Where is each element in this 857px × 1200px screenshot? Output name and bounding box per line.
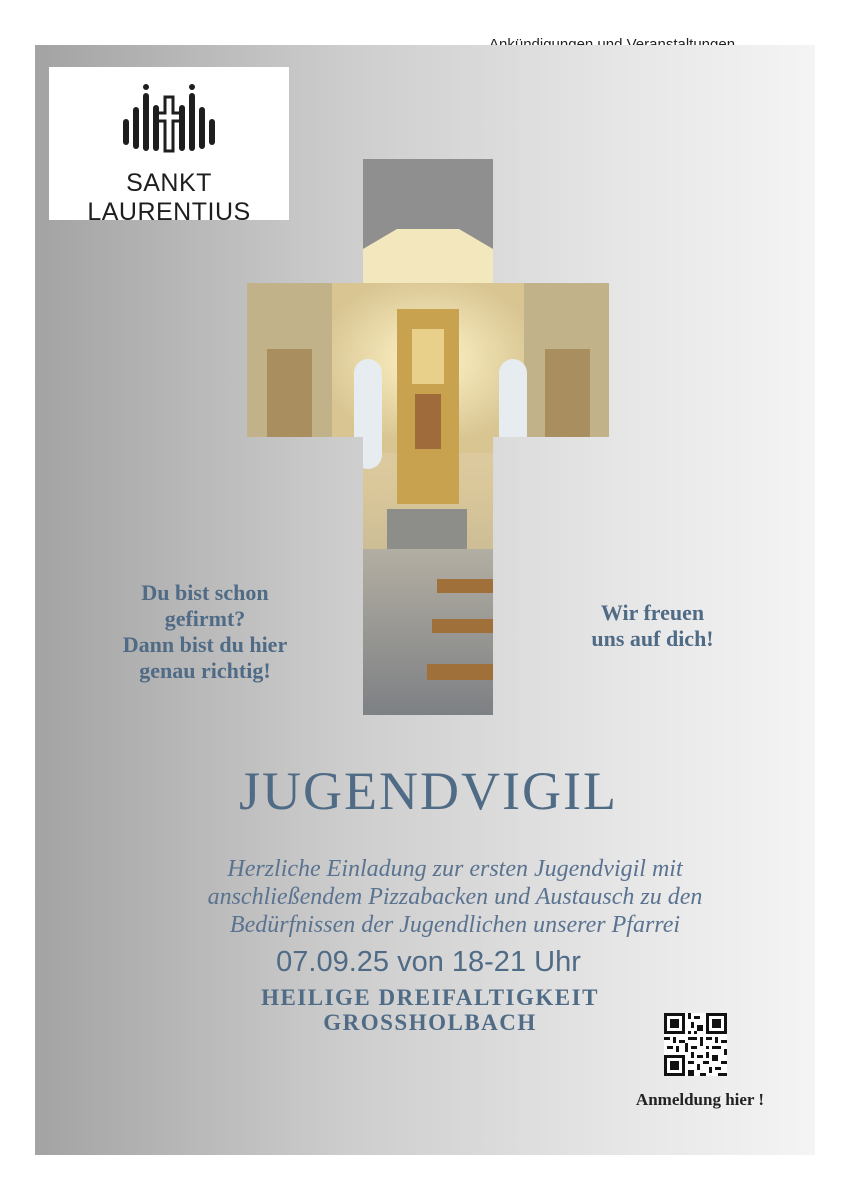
right-message bbox=[575, 600, 730, 652]
event-datetime: 07.09.25 von 18-21 Uhr bbox=[276, 946, 581, 978]
logo-text: SANKT LAURENTIUS bbox=[87, 169, 251, 226]
venue-line: HEILIGE DREIFALTIGKEIT bbox=[261, 985, 599, 1010]
invitation-line: Herzliche Einladung zur ersten Jugendvigil mit bbox=[227, 856, 683, 882]
event-venue bbox=[200, 985, 660, 1035]
left-message-line: Du bist schon bbox=[141, 580, 269, 605]
event-title: JUGENDVIGIL bbox=[239, 761, 618, 821]
parish-logo-icon bbox=[121, 83, 217, 161]
invitation-text bbox=[170, 855, 740, 939]
qr-code-icon[interactable] bbox=[664, 1013, 727, 1076]
left-message-line: genau richtig! bbox=[139, 658, 271, 683]
left-message-line: Dann bist du hier bbox=[122, 632, 288, 657]
venue-line: GROSSHOLBACH bbox=[323, 1010, 537, 1035]
left-message-line: gefirmt? bbox=[164, 606, 246, 631]
invitation-line: anschließendem Pizzabacken und Austausch zu den bbox=[207, 884, 703, 910]
left-message bbox=[100, 580, 310, 684]
right-message-line: uns auf dich! bbox=[591, 626, 714, 651]
signup-label[interactable]: Anmeldung hier ! bbox=[635, 1090, 765, 1109]
invitation-line: Bedürfnissen der Jugendlichen unserer Pfarrei bbox=[229, 912, 681, 938]
right-message-line: Wir freuen bbox=[600, 600, 705, 625]
